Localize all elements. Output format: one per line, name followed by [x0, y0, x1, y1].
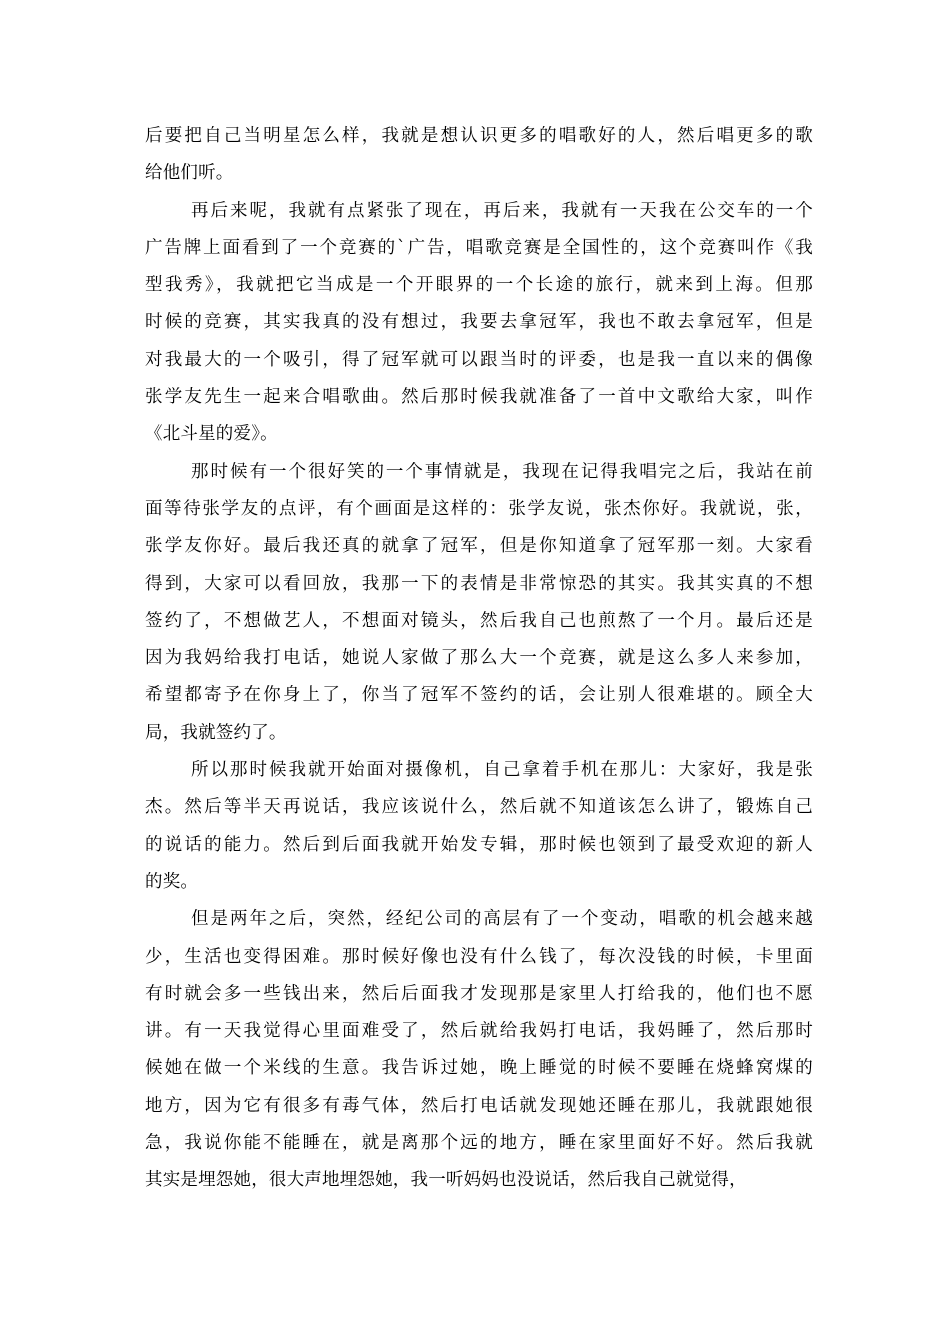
- text-line: 地方，因为它有很多有毒气体，然后打电话就发现她还睡在那儿，我就跟她很: [145, 1095, 813, 1116]
- text-line: 局，我就签约了。: [145, 722, 287, 743]
- text-line: 得到，大家可以看回放，我那一下的表情是非常惊恐的其实。我其实真的不想: [145, 573, 813, 594]
- paragraph: [145, 193, 813, 454]
- text-line: 所以那时候我就开始面对摄像机，自己拿着手机在那儿：大家好，我是张: [191, 760, 813, 781]
- text-line: 面等待张学友的点评，有个画面是这样的：张学友说，张杰你好。我就说，张，: [145, 498, 813, 519]
- text-line: 时候的竞赛，其实我真的没有想过，我要去拿冠军，我也不敢去拿冠军，但是: [145, 312, 813, 333]
- paragraph: [145, 901, 813, 1199]
- text-line: 《北斗星的爱》。: [145, 424, 278, 445]
- text-line: 希望都寄予在你身上了，你当了冠军不签约的话，会让别人很难堪的。顾全大: [145, 685, 813, 706]
- text-line: 候她在做一个米线的生意。我告诉过她，晚上睡觉的时候不要睡在烧蜂窝煤的: [145, 1058, 813, 1079]
- text-line: 广告牌上面看到了一个竞赛的`广告，唱歌竞赛是全国性的，这个竞赛叫作《我: [145, 237, 813, 258]
- text-line: 后要把自己当明星怎么样，我就是想认识更多的唱歌好的人，然后唱更多的歌: [145, 126, 813, 146]
- text-line: 急，我说你能不能睡在，就是离那个远的地方，睡在家里面好不好。然后我就: [145, 1133, 813, 1154]
- text-line: 签约了，不想做艺人，不想面对镜头，然后我自己也煎熬了一个月。最后还是: [145, 610, 813, 631]
- text-line: 其实是埋怨她，很大声地埋怨她，我一听妈妈也没说话，然后我自己就觉得，: [145, 1170, 747, 1191]
- text-line: 的说话的能力。然后到后面我就开始发专辑，那时候也领到了最受欢迎的新人: [145, 834, 813, 855]
- text-line: 型我秀》，我就把它当成是一个开眼界的一个长途的旅行，就来到上海。但那: [145, 275, 813, 296]
- paragraph: [145, 118, 813, 193]
- text-line: 张学友先生一起来合唱歌曲。然后那时候我就准备了一首中文歌给大家，叫作: [145, 387, 813, 408]
- text-line: 因为我妈给我打电话，她说人家做了那么大一个竞赛，就是这么多人来参加，: [145, 648, 813, 669]
- text-line: 讲。有一天我觉得心里面难受了，然后就给我妈打电话，我妈睡了，然后那时: [145, 1021, 813, 1042]
- text-line: 给他们听。: [145, 163, 234, 184]
- text-line: 有时就会多一些钱出来，然后后面我才发现那是家里人打给我的，他们也不愿: [145, 983, 813, 1004]
- text-line: 张学友你好。最后我还真的就拿了冠军，但是你知道拿了冠军那一刻。大家看: [145, 536, 813, 557]
- document-body-text: [145, 118, 813, 1200]
- text-line: 的奖。: [145, 871, 199, 892]
- paragraph: [145, 454, 813, 752]
- text-line: 少，生活也变得困难。那时候好像也没有什么钱了，每次没钱的时候，卡里面: [145, 946, 813, 967]
- text-line: 再后来呢，我就有点紧张了现在，再后来，我就有一天我在公交车的一个: [191, 200, 813, 221]
- text-line: 对我最大的一个吸引，得了冠军就可以跟当时的评委，也是我一直以来的偶像: [145, 349, 813, 370]
- text-line: 那时候有一个很好笑的一个事情就是，我现在记得我唱完之后，我站在前: [191, 461, 813, 482]
- text-line: 杰。然后等半天再说话，我应该说什么，然后就不知道该怎么讲了，锻炼自己: [145, 797, 813, 818]
- text-line: 但是两年之后，突然，经纪公司的高层有了一个变动，唱歌的机会越来越: [191, 909, 813, 930]
- paragraph: [145, 752, 813, 901]
